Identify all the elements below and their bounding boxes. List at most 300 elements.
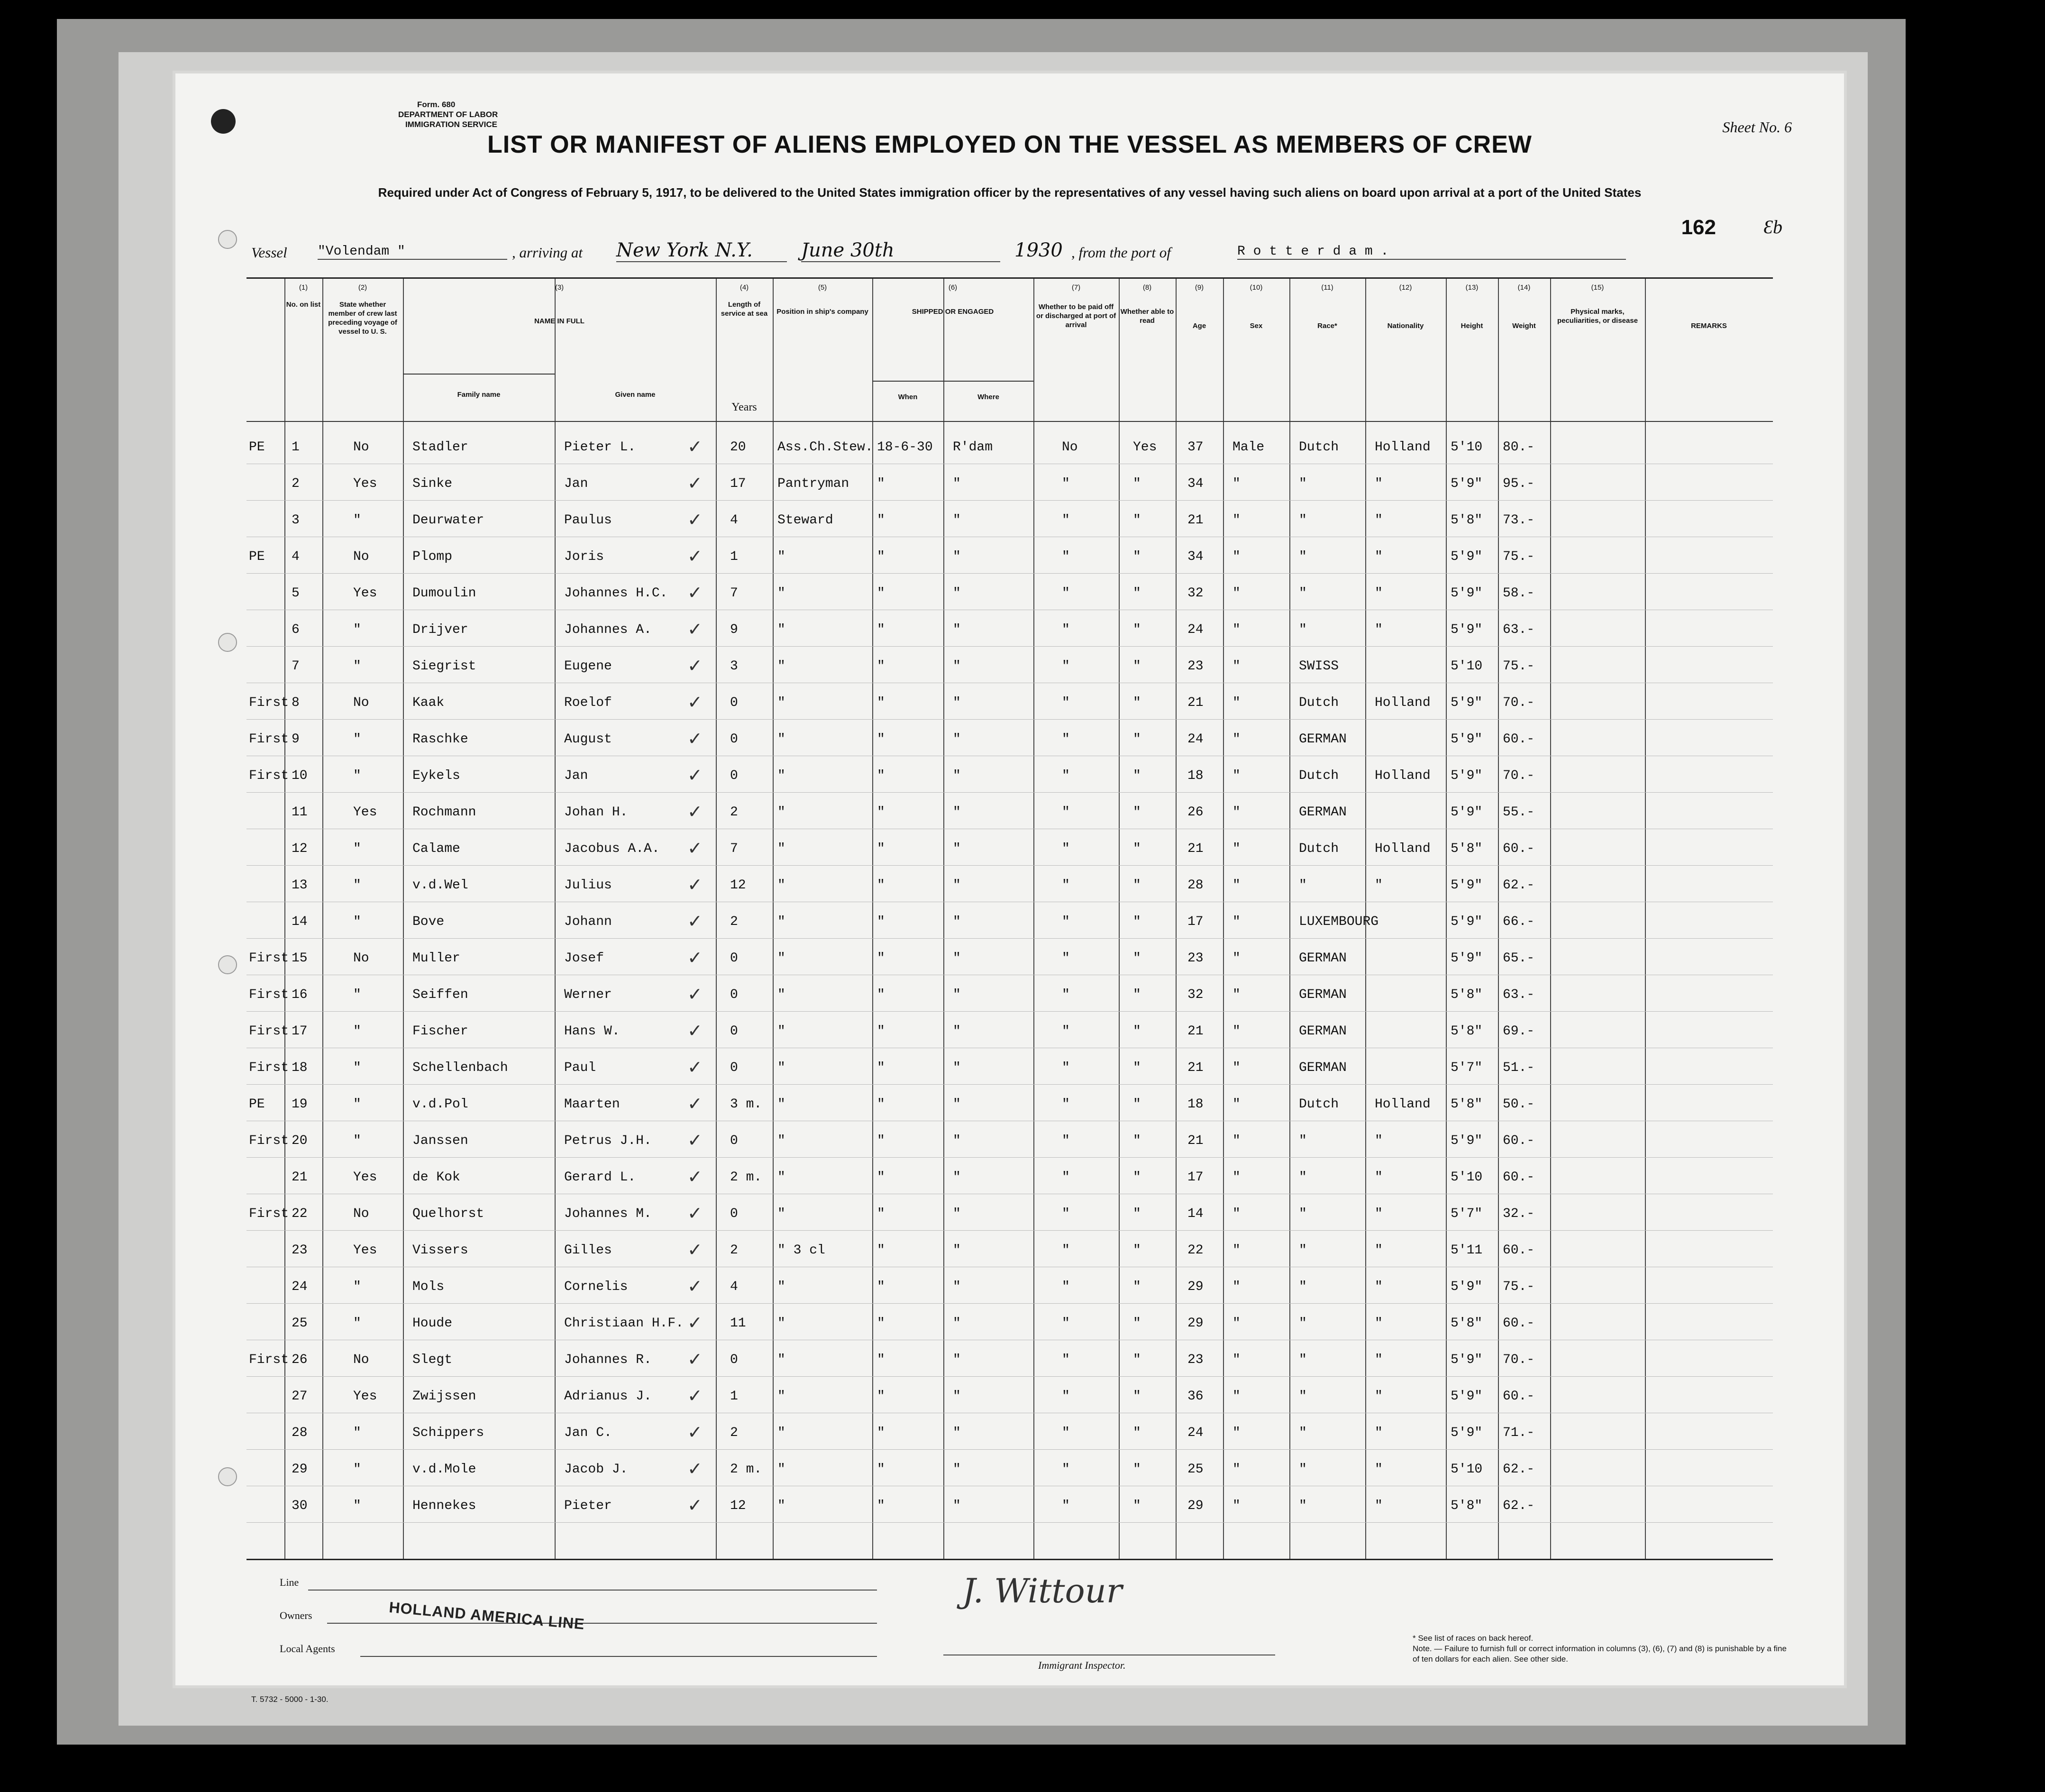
cell-nat: Holland xyxy=(1375,841,1431,856)
cell-where: " xyxy=(953,549,961,564)
cell-given: Jacobus A.A. xyxy=(564,841,660,856)
cell-family: Calame xyxy=(412,841,460,856)
header-remarks: REMARKS xyxy=(1691,322,1727,330)
col-num-4: (4) xyxy=(739,283,749,292)
cell-family: Schellenbach xyxy=(412,1061,508,1075)
cell-nat: " xyxy=(1375,476,1383,491)
cell-years: 2 xyxy=(730,1243,738,1258)
cell-paid: " xyxy=(1062,513,1070,528)
cell-read: " xyxy=(1133,1280,1141,1294)
cell-given: Petrus J.H. xyxy=(564,1134,652,1148)
col-num-7: (7) xyxy=(1071,283,1081,292)
line-label: Line xyxy=(280,1576,299,1588)
cell-race: " xyxy=(1299,1243,1307,1258)
cell-height: 5'9" xyxy=(1451,1280,1483,1294)
arriving-label: , arriving at xyxy=(512,244,583,261)
cell-prev: Yes xyxy=(353,1243,377,1258)
cell-class: First xyxy=(249,987,289,1002)
cell-class: First xyxy=(249,1024,289,1039)
vessel-name: "Volendam " xyxy=(318,244,507,260)
cell-no: 16 xyxy=(292,987,308,1002)
cell-when: " xyxy=(877,1280,885,1294)
cell-family: Muller xyxy=(412,951,460,966)
cell-weight: 63.- xyxy=(1503,987,1535,1002)
cell-height: 5'9" xyxy=(1451,695,1483,710)
cell-position: " xyxy=(777,549,785,564)
cell-given: Roelof xyxy=(564,695,612,710)
cell-paid: " xyxy=(1062,1280,1070,1294)
table-row xyxy=(246,503,1773,540)
check-mark-icon: ✓ xyxy=(687,582,703,603)
cell-when: " xyxy=(877,1097,885,1112)
cell-paid: " xyxy=(1062,805,1070,820)
table-row xyxy=(246,1197,1773,1234)
cell-years: 0 xyxy=(730,1134,738,1148)
cell-years: 7 xyxy=(730,586,738,601)
cell-years: 3 xyxy=(730,659,738,674)
cell-paid: " xyxy=(1062,1499,1070,1513)
table-row xyxy=(246,869,1773,905)
cell-when: " xyxy=(877,951,885,966)
cell-paid: " xyxy=(1062,1170,1070,1185)
manifest-sheet xyxy=(175,73,1844,1704)
cell-position: " xyxy=(777,805,785,820)
cell-read: " xyxy=(1133,1316,1141,1331)
cell-height: 5'10 xyxy=(1451,1462,1483,1477)
cell-sex: " xyxy=(1232,1207,1241,1221)
header-years: Years xyxy=(731,401,757,413)
cell-prev: " xyxy=(353,1462,361,1477)
check-mark-icon: ✓ xyxy=(687,546,703,567)
cell-sex: " xyxy=(1232,1499,1241,1513)
cell-nat: " xyxy=(1375,586,1383,601)
cell-read: " xyxy=(1133,951,1141,966)
cell-weight: 60.- xyxy=(1503,1134,1535,1148)
cell-nat: " xyxy=(1375,1426,1383,1440)
cell-age: 21 xyxy=(1187,695,1204,710)
cell-when: " xyxy=(877,659,885,674)
cell-when: " xyxy=(877,476,885,491)
cell-no: 20 xyxy=(292,1134,308,1148)
header-age: Age xyxy=(1192,322,1206,330)
check-mark-icon: ✓ xyxy=(687,947,703,968)
table-row xyxy=(246,1124,1773,1161)
cell-family: Eykels xyxy=(412,768,460,783)
cell-sex: " xyxy=(1232,1024,1241,1039)
cell-where: " xyxy=(953,1280,961,1294)
cell-family: Quelhorst xyxy=(412,1207,484,1221)
cell-when: " xyxy=(877,1170,885,1185)
cell-read: " xyxy=(1133,1389,1141,1404)
cell-no: 19 xyxy=(292,1097,308,1112)
cell-read: " xyxy=(1133,549,1141,564)
cell-years: 0 xyxy=(730,1353,738,1367)
check-mark-icon: ✓ xyxy=(687,1130,703,1151)
cell-prev: Yes xyxy=(353,805,377,820)
cell-given: Christiaan H.F. xyxy=(564,1316,684,1331)
cell-family: Stadler xyxy=(412,440,468,455)
cell-when: " xyxy=(877,513,885,528)
cell-given: Gilles xyxy=(564,1243,612,1258)
cell-where: " xyxy=(953,513,961,528)
cell-given: Joris xyxy=(564,549,604,564)
cell-no: 1 xyxy=(292,440,300,455)
cell-when: 18-6-30 xyxy=(877,440,933,455)
cell-position: " xyxy=(777,1462,785,1477)
cell-age: 21 xyxy=(1187,1061,1204,1075)
cell-when: " xyxy=(877,1426,885,1440)
arrival-year: 1930 xyxy=(1014,239,1063,261)
cell-race: GERMAN xyxy=(1299,1061,1347,1075)
col-num-11: (11) xyxy=(1321,283,1333,292)
table-row xyxy=(246,1380,1773,1416)
cell-position: " xyxy=(777,732,785,747)
check-mark-icon: ✓ xyxy=(687,911,703,932)
check-mark-icon: ✓ xyxy=(687,1057,703,1078)
cell-position: Pantryman xyxy=(777,476,849,491)
cell-prev: " xyxy=(353,732,361,747)
cell-race: Dutch xyxy=(1299,768,1339,783)
cell-age: 18 xyxy=(1187,768,1204,783)
cell-family: Mols xyxy=(412,1280,445,1294)
cell-where: " xyxy=(953,586,961,601)
cell-where: " xyxy=(953,1353,961,1367)
cell-paid: " xyxy=(1062,1243,1070,1258)
cell-when: " xyxy=(877,1389,885,1404)
header-nationality: Nationality xyxy=(1387,322,1424,330)
check-mark-icon: ✓ xyxy=(687,436,703,457)
cell-weight: 75.- xyxy=(1503,659,1535,674)
cell-weight: 32.- xyxy=(1503,1207,1535,1221)
header-no-on-list: No. on list xyxy=(286,301,321,309)
cell-paid: " xyxy=(1062,1207,1070,1221)
cell-when: " xyxy=(877,1024,885,1039)
cell-weight: 75.- xyxy=(1503,1280,1535,1294)
cell-no: 18 xyxy=(292,1061,308,1075)
cell-when: " xyxy=(877,1243,885,1258)
cell-prev: No xyxy=(353,695,369,710)
cell-sex: " xyxy=(1232,476,1241,491)
cell-position: " xyxy=(777,1170,785,1185)
cell-prev: " xyxy=(353,513,361,528)
table-row xyxy=(246,576,1773,613)
cell-sex: " xyxy=(1232,768,1241,783)
cell-sex: " xyxy=(1232,513,1241,528)
cell-nat: " xyxy=(1375,1462,1383,1477)
cell-position: " xyxy=(777,586,785,601)
cell-prev: " xyxy=(353,878,361,893)
cell-read: " xyxy=(1133,1097,1141,1112)
cell-prev: " xyxy=(353,1499,361,1513)
cell-years: 20 xyxy=(730,440,746,455)
cell-nat: Holland xyxy=(1375,1097,1431,1112)
table-row xyxy=(246,722,1773,759)
cell-prev: No xyxy=(353,440,369,455)
table-row xyxy=(246,540,1773,576)
cell-paid: " xyxy=(1062,1426,1070,1440)
cell-where: " xyxy=(953,987,961,1002)
cell-age: 22 xyxy=(1187,1243,1204,1258)
cell-years: 0 xyxy=(730,1061,738,1075)
cell-paid: " xyxy=(1062,586,1070,601)
immigrant-inspector-label: Immigrant Inspector. xyxy=(1038,1659,1126,1671)
cell-paid: " xyxy=(1062,1097,1070,1112)
cell-where: " xyxy=(953,1499,961,1513)
cell-age: 29 xyxy=(1187,1499,1204,1513)
cell-paid: " xyxy=(1062,1134,1070,1148)
cell-nat: Holland xyxy=(1375,695,1431,710)
cell-weight: 75.- xyxy=(1503,549,1535,564)
check-mark-icon: ✓ xyxy=(687,1239,703,1260)
cell-position: " xyxy=(777,1024,785,1039)
cell-weight: 55.- xyxy=(1503,805,1535,820)
cell-given: Jacob J. xyxy=(564,1462,628,1477)
header-position: Position in ship's company xyxy=(776,308,868,316)
cell-prev: " xyxy=(353,1097,361,1112)
cell-no: 11 xyxy=(292,805,308,820)
vessel-line xyxy=(251,239,1768,268)
cell-where: " xyxy=(953,1061,961,1075)
cell-no: 26 xyxy=(292,1353,308,1367)
cell-paid: " xyxy=(1062,622,1070,637)
header-weight: Weight xyxy=(1512,322,1536,330)
cell-paid: " xyxy=(1062,732,1070,747)
check-mark-icon: ✓ xyxy=(687,619,703,640)
cell-weight: 65.- xyxy=(1503,951,1535,966)
cell-given: Pieter L. xyxy=(564,440,636,455)
table-row xyxy=(246,1051,1773,1088)
cell-prev: " xyxy=(353,659,361,674)
cell-age: 29 xyxy=(1187,1316,1204,1331)
cell-height: 5'9" xyxy=(1451,951,1483,966)
header-paid-off: Whether to be paid off or discharged at port of arrival xyxy=(1036,303,1116,329)
cell-no: 15 xyxy=(292,951,308,966)
cell-where: " xyxy=(953,1024,961,1039)
cell-age: 28 xyxy=(1187,878,1204,893)
cell-prev: No xyxy=(353,1353,369,1367)
check-mark-icon: ✓ xyxy=(687,1020,703,1041)
cell-no: 22 xyxy=(292,1207,308,1221)
cell-class: First xyxy=(249,768,289,783)
check-mark-icon: ✓ xyxy=(687,728,703,749)
cell-race: " xyxy=(1299,549,1307,564)
cell-given: Johann xyxy=(564,914,612,929)
cell-where: " xyxy=(953,1243,961,1258)
col-num-5: (5) xyxy=(818,283,827,292)
cell-prev: No xyxy=(353,1207,369,1221)
cell-sex: " xyxy=(1232,1097,1241,1112)
check-mark-icon: ✓ xyxy=(687,509,703,530)
cell-age: 29 xyxy=(1187,1280,1204,1294)
cell-race: " xyxy=(1299,586,1307,601)
cell-nat: " xyxy=(1375,1207,1383,1221)
cell-paid: " xyxy=(1062,987,1070,1002)
cell-race: GERMAN xyxy=(1299,951,1347,966)
cell-weight: 60.- xyxy=(1503,732,1535,747)
header-physical-marks: Physical marks, peculiarities, or disease xyxy=(1557,308,1638,325)
cell-position: " xyxy=(777,622,785,637)
cell-position: " xyxy=(777,951,785,966)
cell-height: 5'9" xyxy=(1451,476,1483,491)
cell-given: Josef xyxy=(564,951,604,966)
cell-paid: " xyxy=(1062,695,1070,710)
cell-race: GERMAN xyxy=(1299,1024,1347,1039)
cell-nat: " xyxy=(1375,1389,1383,1404)
cell-race: " xyxy=(1299,1170,1307,1185)
cell-class: PE xyxy=(249,549,265,564)
cell-read: " xyxy=(1133,1170,1141,1185)
cell-height: 5'8" xyxy=(1451,841,1483,856)
cell-race: " xyxy=(1299,1426,1307,1440)
cell-years: 17 xyxy=(730,476,746,491)
cell-paid: " xyxy=(1062,1462,1070,1477)
punch-hole xyxy=(218,1467,237,1486)
cell-sex: " xyxy=(1232,1462,1241,1477)
col-num-2: (2) xyxy=(358,283,367,292)
cell-when: " xyxy=(877,987,885,1002)
cell-nat: Holland xyxy=(1375,440,1431,455)
cell-sex: Male xyxy=(1232,440,1265,455)
cell-sex: " xyxy=(1232,586,1241,601)
cell-given: August xyxy=(564,732,612,747)
cell-age: 21 xyxy=(1187,513,1204,528)
cell-read: Yes xyxy=(1133,440,1157,455)
cell-no: 9 xyxy=(292,732,300,747)
cell-prev: Yes xyxy=(353,476,377,491)
cell-weight: 58.- xyxy=(1503,586,1535,601)
cell-no: 29 xyxy=(292,1462,308,1477)
col-num-6: (6) xyxy=(948,283,958,292)
cell-prev: No xyxy=(353,549,369,564)
cell-paid: No xyxy=(1062,440,1078,455)
cell-prev: No xyxy=(353,951,369,966)
cell-height: 5'9" xyxy=(1451,1134,1483,1148)
cell-when: " xyxy=(877,878,885,893)
cell-sex: " xyxy=(1232,1426,1241,1440)
cell-where: " xyxy=(953,659,961,674)
cell-race: Dutch xyxy=(1299,695,1339,710)
cell-years: 2 xyxy=(730,1426,738,1440)
cell-years: 9 xyxy=(730,622,738,637)
cell-where: " xyxy=(953,1426,961,1440)
cell-years: 1 xyxy=(730,549,738,564)
cell-family: v.d.Mole xyxy=(412,1462,476,1477)
cell-family: Rochmann xyxy=(412,805,476,820)
cell-position: " xyxy=(777,1499,785,1513)
cell-age: 24 xyxy=(1187,622,1204,637)
cell-weight: 80.- xyxy=(1503,440,1535,455)
inspector-signature: J. Wittour xyxy=(962,1572,1123,1610)
cell-age: 21 xyxy=(1187,1024,1204,1039)
cell-age: 17 xyxy=(1187,914,1204,929)
cell-when: " xyxy=(877,1462,885,1477)
header-name-in-full: NAME IN FULL xyxy=(534,317,584,325)
cell-race: Dutch xyxy=(1299,841,1339,856)
check-mark-icon: ✓ xyxy=(687,1166,703,1187)
cell-paid: " xyxy=(1062,549,1070,564)
cell-class: First xyxy=(249,1207,289,1221)
cell-paid: " xyxy=(1062,1353,1070,1367)
cell-position: " xyxy=(777,914,785,929)
cell-where: " xyxy=(953,695,961,710)
cell-given: Johan H. xyxy=(564,805,628,820)
cell-paid: " xyxy=(1062,1061,1070,1075)
table-row xyxy=(246,1270,1773,1307)
cell-height: 5'8" xyxy=(1451,1024,1483,1039)
cell-prev: " xyxy=(353,1316,361,1331)
cell-height: 5'11 xyxy=(1451,1243,1483,1258)
header-height: Height xyxy=(1461,322,1483,330)
cell-position: " xyxy=(777,695,785,710)
cell-years: 0 xyxy=(730,951,738,966)
check-mark-icon: ✓ xyxy=(687,1312,703,1333)
page-subtitle: Required under Act of Congress of February 5, 1917, to be delivered to the United States immigration officer by the representatives of any vessel having such aliens on board upon arrival at a port of the United States xyxy=(378,185,1642,200)
cell-sex: " xyxy=(1232,732,1241,747)
cell-read: " xyxy=(1133,841,1141,856)
cell-no: 27 xyxy=(292,1389,308,1404)
cell-nat: " xyxy=(1375,1134,1383,1148)
cell-paid: " xyxy=(1062,1024,1070,1039)
penalty-note: Note. — Failure to furnish full or correct information in columns (3), (6), (7) and (8) is punishable by a fine of ten dollars for each alien. See other side. xyxy=(1413,1644,1787,1664)
cell-age: 32 xyxy=(1187,987,1204,1002)
cell-position: " xyxy=(777,987,785,1002)
cell-height: 5'9" xyxy=(1451,914,1483,929)
cell-prev: " xyxy=(353,1280,361,1294)
cell-read: " xyxy=(1133,1243,1141,1258)
cell-sex: " xyxy=(1232,1280,1241,1294)
check-mark-icon: ✓ xyxy=(687,1422,703,1443)
cell-no: 3 xyxy=(292,513,300,528)
cell-height: 5'8" xyxy=(1451,1097,1483,1112)
check-mark-icon: ✓ xyxy=(687,473,703,494)
cell-weight: 50.- xyxy=(1503,1097,1535,1112)
check-mark-icon: ✓ xyxy=(687,838,703,859)
cell-no: 10 xyxy=(292,768,308,783)
cell-given: Maarten xyxy=(564,1097,620,1112)
cell-position: " 3 cl xyxy=(777,1243,825,1258)
table-row xyxy=(246,1416,1773,1453)
cell-years: 0 xyxy=(730,732,738,747)
check-mark-icon: ✓ xyxy=(687,1276,703,1297)
cell-class: First xyxy=(249,1353,289,1367)
table-row xyxy=(246,1343,1773,1380)
cell-prev: " xyxy=(353,622,361,637)
cell-where: " xyxy=(953,476,961,491)
cell-sex: " xyxy=(1232,1134,1241,1148)
cell-years: 3 m. xyxy=(730,1097,762,1112)
cell-race: LUXEMBOURG xyxy=(1299,914,1379,929)
cell-nat: " xyxy=(1375,622,1383,637)
table-row xyxy=(246,1489,1773,1526)
cell-age: 34 xyxy=(1187,549,1204,564)
cell-height: 5'8" xyxy=(1451,513,1483,528)
punch-hole xyxy=(218,230,237,249)
table-row xyxy=(246,905,1773,942)
cell-age: 24 xyxy=(1187,732,1204,747)
col-num-10: (10) xyxy=(1250,283,1263,292)
cell-family: v.d.Wel xyxy=(412,878,468,893)
cell-paid: " xyxy=(1062,476,1070,491)
cell-race: " xyxy=(1299,1316,1307,1331)
cell-prev: Yes xyxy=(353,586,377,601)
table-row xyxy=(246,832,1773,869)
cell-years: 2 m. xyxy=(730,1462,762,1477)
cell-when: " xyxy=(877,805,885,820)
cell-height: 5'10 xyxy=(1451,440,1483,455)
cell-height: 5'8" xyxy=(1451,1316,1483,1331)
print-code: T. 5732 - 5000 - 1-30. xyxy=(251,1695,329,1704)
cell-years: 0 xyxy=(730,1024,738,1039)
